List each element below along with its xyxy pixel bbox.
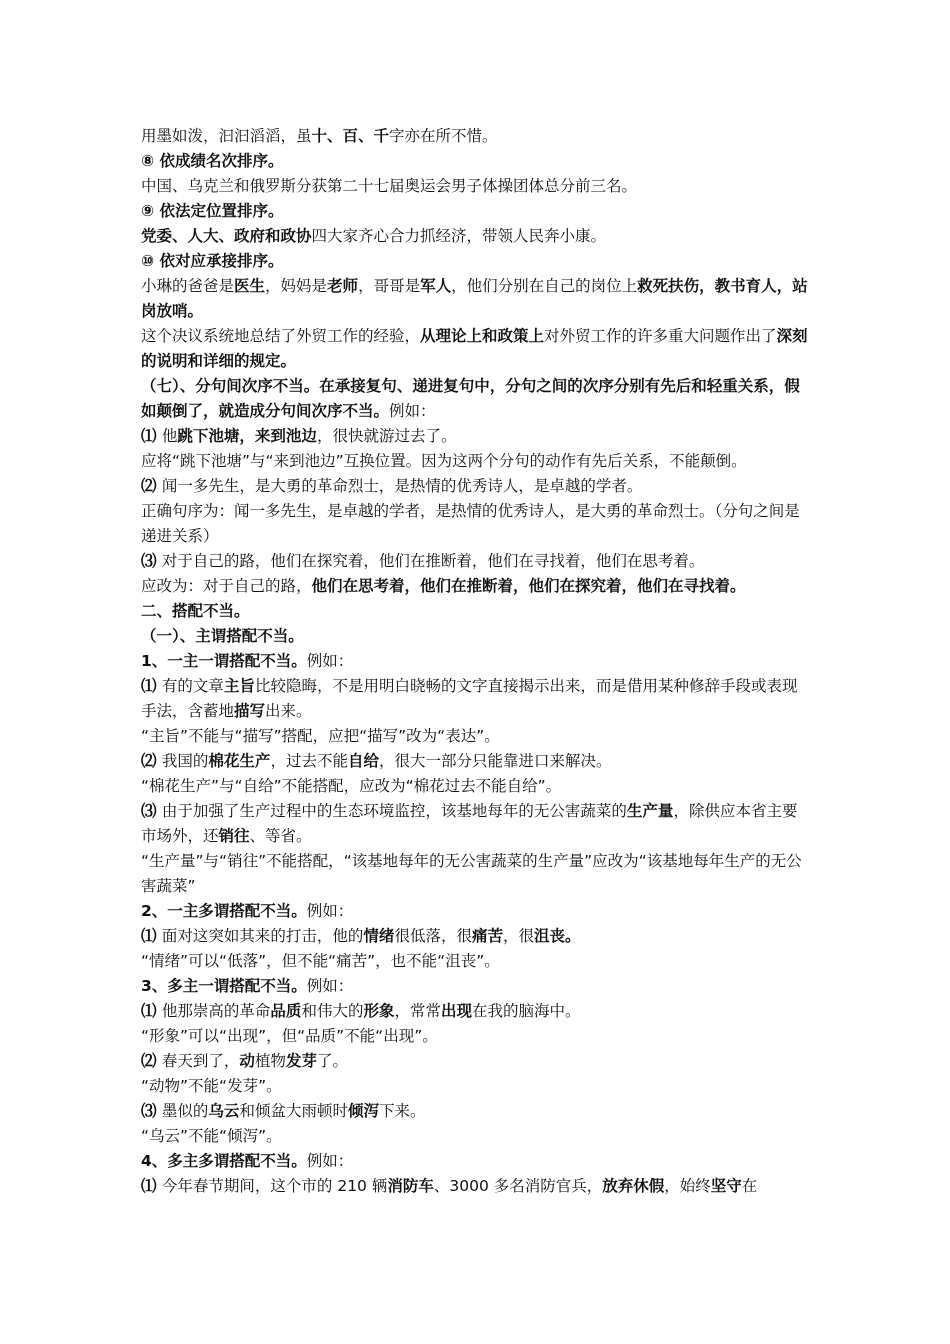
text-span: 他那崇高的革命	[161, 1002, 271, 1020]
bold-text: ⑵	[141, 1052, 162, 1070]
text-line	[141, 1174, 809, 1199]
text-line	[141, 149, 809, 174]
bold-text: ⑶	[141, 552, 162, 570]
text-line	[141, 1074, 809, 1099]
text-span: ，妈妈是	[265, 277, 328, 295]
text-line	[141, 499, 809, 549]
text-line	[141, 849, 809, 899]
text-span: 植物	[254, 1052, 286, 1070]
text-span: 对于自己的路，他们在探究着，他们在推断着，他们在寻找着，他们在思考着。	[161, 552, 705, 570]
bold-text: （七）、分句间次序不当。在承接复句、递进复句中，分句之间的次序分别有先后和轻重关系，假如颠倒了，就造成分句间次序不当。	[141, 377, 800, 420]
bold-text: 坚守	[710, 1177, 742, 1195]
text-span: 了。	[316, 1052, 348, 1070]
text-span: 例如：	[306, 902, 354, 920]
text-span: “棉花生产”与“自给”不能搭配，应改为“棉花过去不能自给”。	[141, 777, 562, 795]
bold-text: 主旨	[223, 677, 255, 695]
text-span: ，始终	[664, 1177, 711, 1195]
text-span: ，他们分别在自己的岗位上	[451, 277, 638, 295]
text-span: 在	[741, 1177, 758, 1195]
document-body	[141, 124, 809, 1199]
bold-text: 救死扶伤，教书育人，站岗放哨。	[141, 277, 808, 320]
bold-text: 从理论上和政策上	[420, 327, 545, 345]
text-line	[141, 449, 809, 474]
bold-text: 出现	[440, 1002, 472, 1020]
bold-text: （一）、主谓搭配不当。	[141, 627, 304, 645]
text-span: ，常常	[394, 1002, 441, 1020]
text-span: 他	[161, 427, 178, 445]
bold-text: 生产量	[626, 802, 674, 820]
text-span: 例如：	[306, 1152, 354, 1170]
text-line	[141, 249, 809, 274]
bold-text: 棉花生产	[208, 752, 271, 770]
bold-text: ⑴	[141, 927, 162, 945]
bold-text: 痛苦	[471, 927, 503, 945]
text-span: 和伟大的	[301, 1002, 364, 1020]
text-span: 应改为：对于自己的路，	[141, 577, 312, 595]
bold-text: 4、多主多谓搭配不当。	[141, 1152, 307, 1170]
bold-text: 1、一主一谓搭配不当。	[141, 652, 307, 670]
text-line	[141, 224, 809, 249]
text-line	[141, 649, 809, 674]
bold-text: 医生	[234, 277, 266, 295]
bold-text: ⑴	[141, 1002, 162, 1020]
text-line	[141, 1099, 809, 1124]
text-span: 闻一多先生，是大勇的革命烈士，是热情的优秀诗人，是卓越的学者。	[161, 477, 643, 495]
text-span: 应将“跳下池塘”与“来到池边”互换位置。因为这两个分句的动作有先后关系，不能颠倒。	[141, 452, 747, 470]
text-line	[141, 899, 809, 924]
text-line	[141, 1049, 809, 1074]
text-span: 四大家齐心合力抓经济，带领人民奔小康。	[311, 227, 607, 245]
text-span: 出来。	[265, 702, 312, 720]
text-line	[141, 1149, 809, 1174]
bold-text: 销往	[218, 827, 250, 845]
bold-text: 沮丧。	[533, 927, 581, 945]
text-span: ，过去不能	[270, 752, 348, 770]
bold-text: 他们在思考着，他们在推断着，他们在探究着，他们在寻找着。	[311, 577, 746, 595]
bold-text: 2、一主多谓搭配不当。	[141, 902, 307, 920]
bold-text: ⑴	[141, 677, 162, 695]
bold-text: 发芽	[285, 1052, 317, 1070]
text-span: ，哥哥是	[358, 277, 421, 295]
text-span: 下来。	[378, 1102, 426, 1120]
bold-text: ⑵	[141, 477, 162, 495]
text-line	[141, 1124, 809, 1149]
bold-text: ⑧ 依成绩名次排序。	[141, 152, 284, 170]
bold-text: ⑶	[141, 802, 162, 820]
bold-text: 动	[239, 1052, 255, 1070]
text-span: “乌云”不能“倾泻”。	[141, 1127, 282, 1145]
bold-text: 消防车	[387, 1177, 434, 1195]
text-span: 这个决议系统地总结了外贸工作的经验，	[141, 327, 421, 345]
text-line	[141, 174, 809, 199]
bold-text: ⑵	[141, 752, 162, 770]
text-span: 、等省。	[249, 827, 312, 845]
bold-text: ⑴	[141, 1177, 162, 1195]
text-span: 有的文章	[161, 677, 224, 695]
text-span: 由于加强了生产过程中的生态环境监控，该基地每年的无公害蔬菜的	[161, 802, 627, 820]
text-span: 例如：	[389, 402, 436, 420]
text-line	[141, 324, 809, 374]
text-span: 对外贸工作的许多重大问题作出了	[544, 327, 777, 345]
bold-text: 深刻的说明和详细的规定。	[141, 327, 808, 370]
text-span: 很低落，很	[394, 927, 472, 945]
text-line	[141, 1024, 809, 1049]
text-span: 例如：	[306, 977, 354, 995]
text-span: ，很	[502, 927, 534, 945]
text-span: ，很大一部分只能靠进口来解决。	[378, 752, 612, 770]
bold-text: 军人	[420, 277, 452, 295]
bold-text: ⑴	[141, 427, 162, 445]
text-span: 中国、乌克兰和俄罗斯分获第二十七届奥运会男子体操团体总分前三名。	[141, 177, 638, 195]
bold-text: ⑨ 依法定位置排序。	[141, 202, 284, 220]
text-span: 今年春节期间，这个市的 210 辆	[161, 1177, 388, 1195]
text-span: 小琳的爸爸是	[141, 277, 235, 295]
text-line	[141, 999, 809, 1024]
bold-text: 跳下池塘，来到池边	[177, 427, 317, 445]
text-line	[141, 774, 809, 799]
text-span: 面对这突如其来的打击，他的	[161, 927, 364, 945]
text-line	[141, 949, 809, 974]
text-line	[141, 624, 809, 649]
text-span: 春天到了，	[161, 1052, 240, 1070]
text-span: 字亦在所不惜。	[389, 127, 498, 145]
text-line	[141, 574, 809, 599]
text-line	[141, 924, 809, 949]
text-span: ，除供应本省主要市场外，还	[141, 802, 798, 845]
bold-text: 党委、人大、政府和政协	[141, 227, 312, 245]
bold-text: 老师	[327, 277, 359, 295]
text-span: 、3000 多名消防官兵，	[433, 1177, 603, 1195]
bold-text: 情绪	[363, 927, 395, 945]
text-line	[141, 974, 809, 999]
bold-text: 3、多主一谓搭配不当。	[141, 977, 307, 995]
bold-text: 二、搭配不当。	[141, 602, 250, 620]
text-line	[141, 424, 809, 449]
bold-text: 十、百、千	[311, 127, 390, 145]
text-span: “生产量”与“销往”不能搭配，“该基地每年的无公害蔬菜的生产量”应改为“该基地每年生产的无公害蔬菜”	[141, 852, 802, 895]
text-span: 在我的脑海中。	[472, 1002, 581, 1020]
text-span: “形象”可以“出现”，但“品质”不能“出现”。	[141, 1027, 438, 1045]
bold-text: 乌云	[208, 1102, 240, 1120]
text-line	[141, 474, 809, 499]
text-span: 比较隐晦，不是用明白晓畅的文字直接揭示出来，而是借用某种修辞手段或表现手法，含蓄地	[141, 677, 798, 720]
text-span: 和倾盆大雨顿时	[239, 1102, 348, 1120]
text-line	[141, 599, 809, 624]
text-line	[141, 374, 809, 424]
text-span: 墨似的	[161, 1102, 209, 1120]
bold-text: ⑩ 依对应承接排序。	[141, 252, 284, 270]
bold-text: 品质	[270, 1002, 302, 1020]
text-line	[141, 199, 809, 224]
text-span: “主旨”不能与“描写”搭配，应把“描写”改为“表达”。	[141, 727, 500, 745]
text-span: “动物”不能“发芽”。	[141, 1077, 282, 1095]
text-span: 我国的	[161, 752, 209, 770]
text-span: 例如：	[306, 652, 354, 670]
bold-text: 描写	[234, 702, 266, 720]
text-span: “情绪”可以“低落”，但不能“痛苦”，也不能“沮丧”。	[141, 952, 500, 970]
text-line	[141, 749, 809, 774]
text-line	[141, 124, 809, 149]
text-span: 正确句序为：闻一多先生，是卓越的学者，是热情的优秀诗人，是大勇的革命烈士。（分句之间是递进关系）	[141, 502, 800, 545]
bold-text: 形象	[363, 1002, 395, 1020]
text-line	[141, 799, 809, 849]
text-line	[141, 724, 809, 749]
text-span: 用墨如泼，汩汩滔滔，虽	[141, 127, 312, 145]
text-line	[141, 674, 809, 724]
bold-text: 倾泻	[347, 1102, 379, 1120]
text-line	[141, 549, 809, 574]
text-span: ，很快就游过去了。	[316, 427, 457, 445]
bold-text: ⑶	[141, 1102, 162, 1120]
bold-text: 自给	[347, 752, 379, 770]
text-line	[141, 274, 809, 324]
bold-text: 放弃休假	[602, 1177, 665, 1195]
